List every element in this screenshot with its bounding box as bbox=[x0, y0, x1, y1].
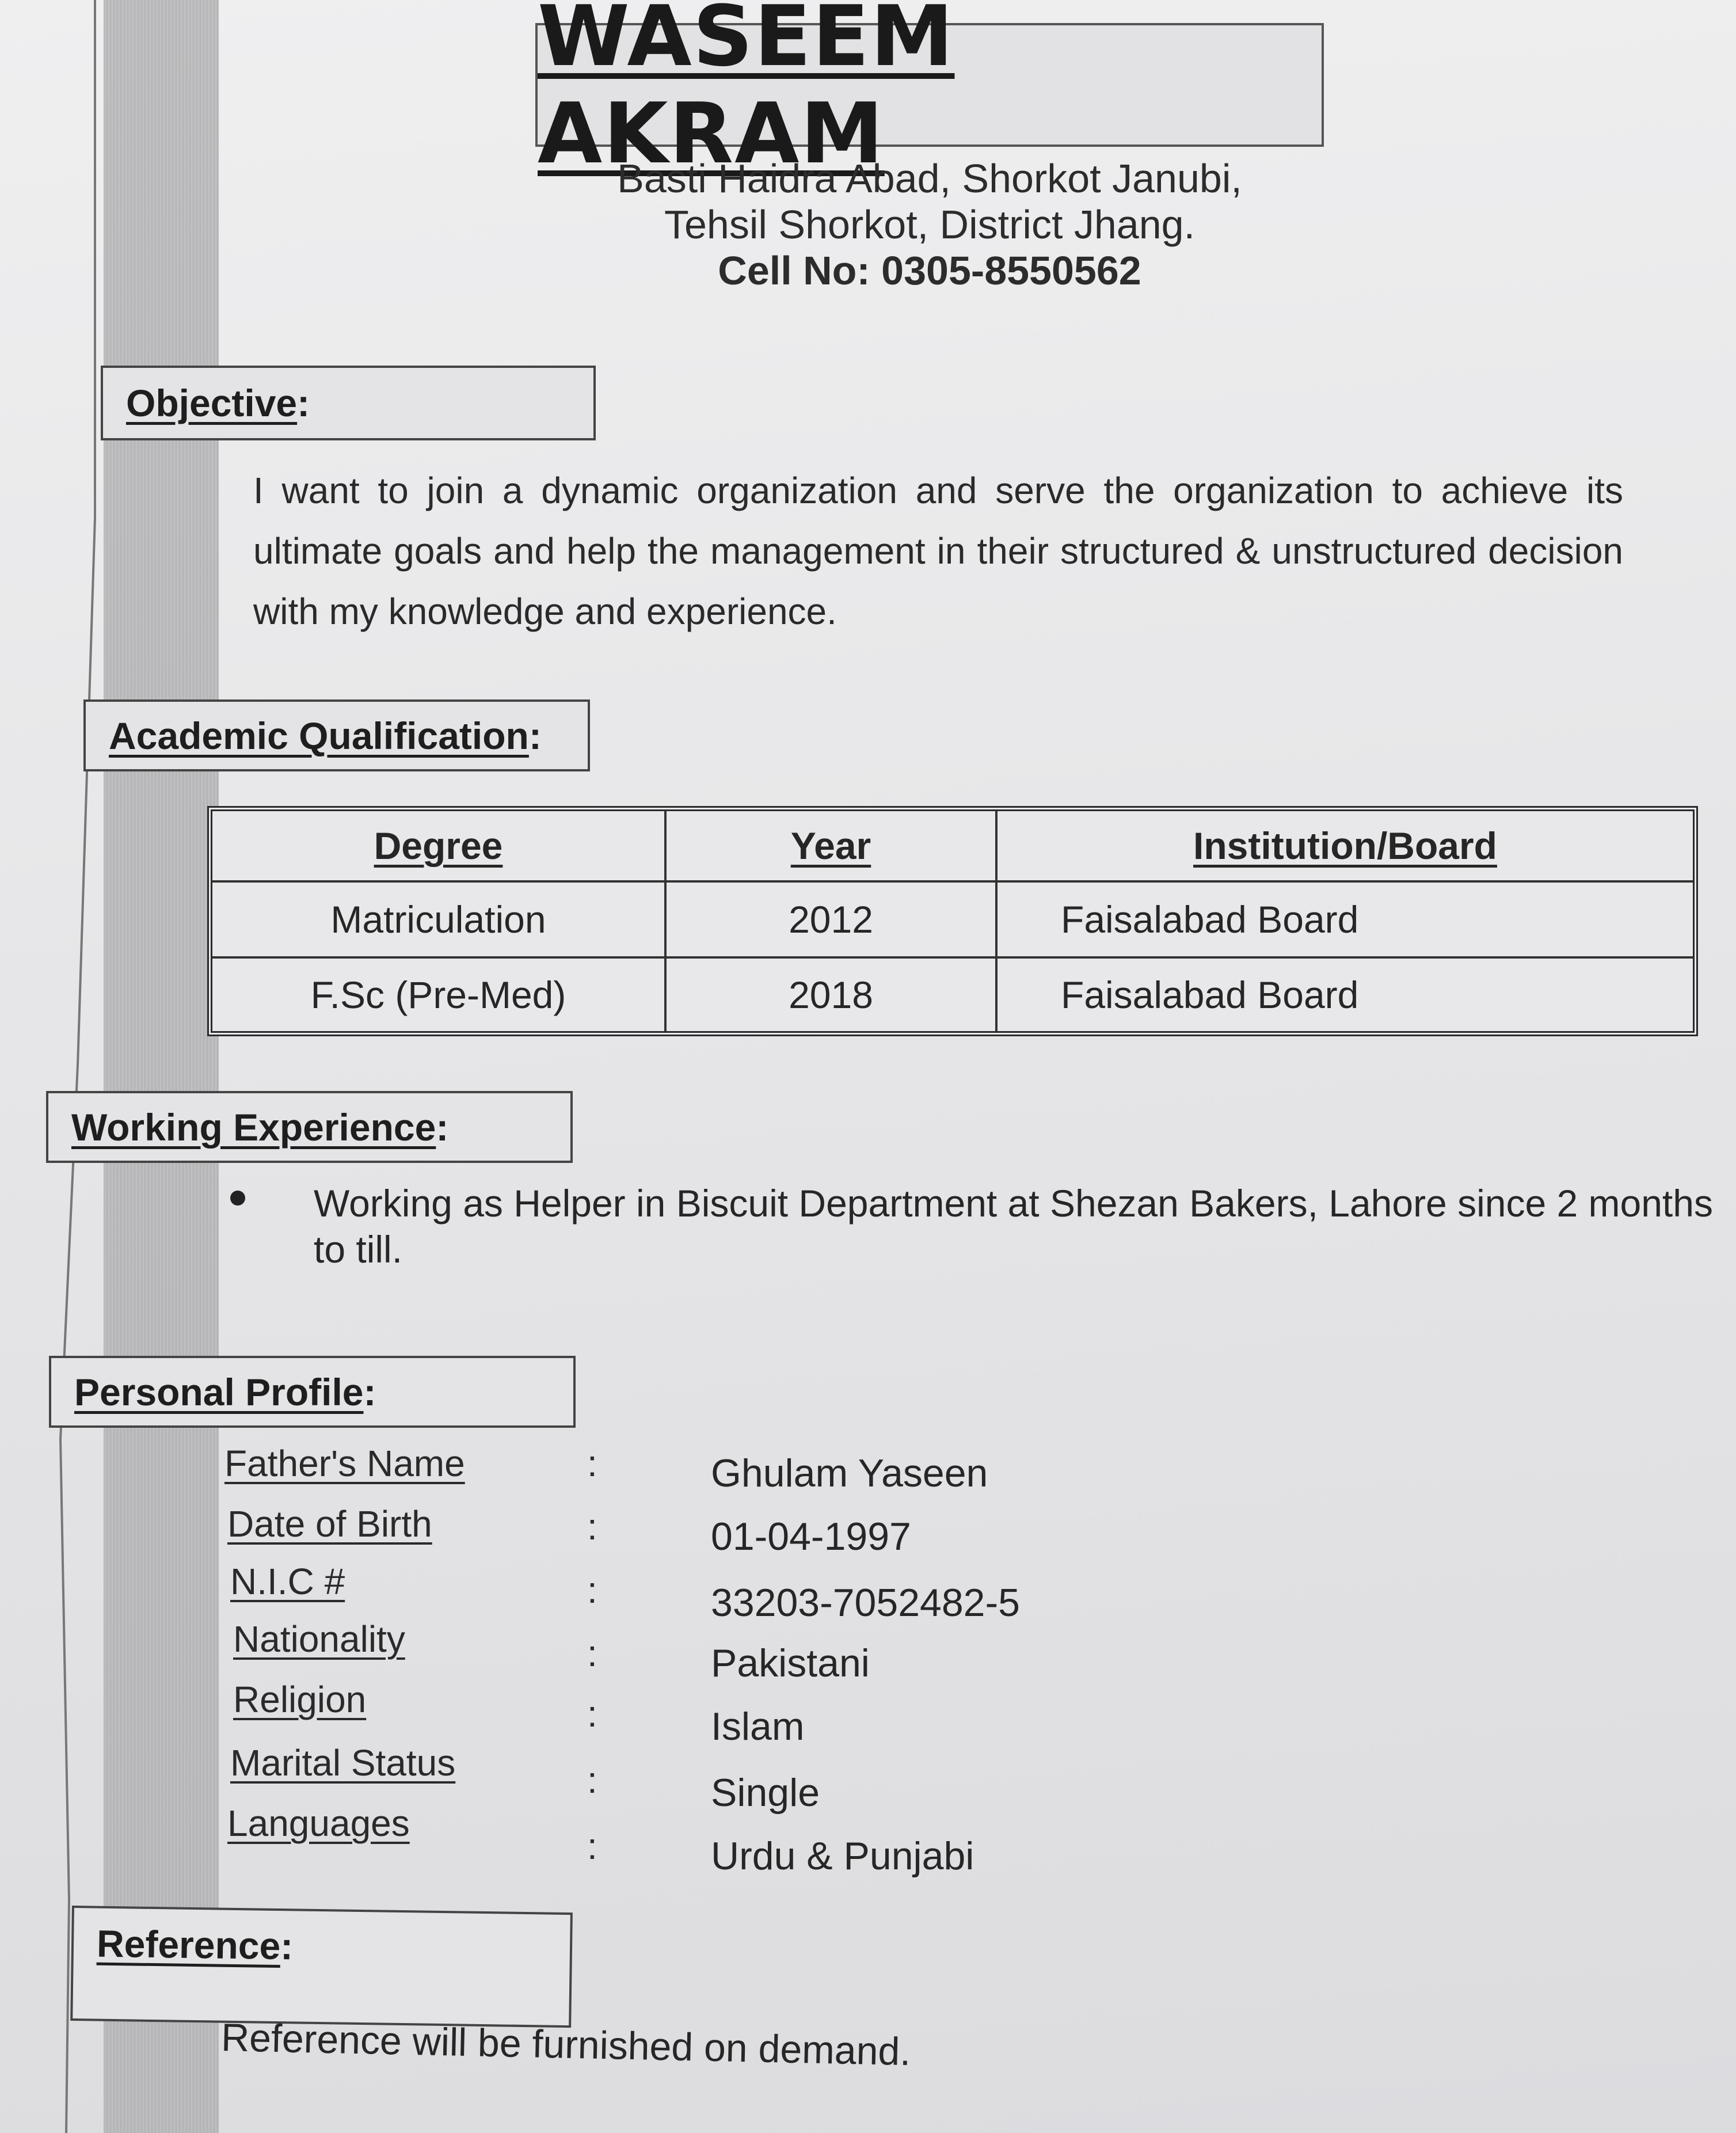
profile-colon: : bbox=[587, 1633, 597, 1674]
experience-heading-box bbox=[46, 1091, 573, 1163]
profile-value-religion: Islam bbox=[711, 1705, 805, 1748]
cell-degree: F.Sc (Pre-Med) bbox=[310, 974, 566, 1016]
reference-heading-box bbox=[70, 1906, 573, 2028]
decorative-side-band bbox=[104, 0, 219, 2133]
applicant-name: WASEEM AKRAM bbox=[538, 0, 955, 182]
reference-text: Reference will be furnished on demand. bbox=[220, 2015, 911, 2074]
table-header-row bbox=[212, 811, 1693, 880]
table-row bbox=[212, 883, 1693, 956]
profile-value-nic: 33203-7052482-5 bbox=[711, 1581, 1020, 1625]
cell-year: 2012 bbox=[664, 883, 995, 956]
column-header-degree: Degree bbox=[374, 824, 503, 867]
column-header-year: Year bbox=[664, 811, 995, 880]
profile-colon: : bbox=[587, 1506, 597, 1548]
profile-value-dob: 01-04-1997 bbox=[711, 1515, 911, 1558]
profile-label-father: Father's Name bbox=[224, 1443, 465, 1484]
profile-value-father: Ghulam Yaseen bbox=[711, 1451, 988, 1495]
profile-colon: : bbox=[587, 1826, 597, 1867]
profile-value-languages: Urdu & Punjabi bbox=[711, 1834, 974, 1878]
academic-table bbox=[207, 806, 1698, 1036]
profile-colon: : bbox=[587, 1759, 597, 1801]
profile-heading-box bbox=[49, 1356, 576, 1428]
cell-number: Cell No: 0305-8550562 bbox=[718, 248, 1141, 293]
profile-colon: : bbox=[587, 1569, 597, 1611]
profile-label-dob: Date of Birth bbox=[227, 1503, 432, 1545]
profile-value-nationality: Pakistani bbox=[711, 1641, 870, 1685]
cell-year: 2018 bbox=[664, 959, 995, 1031]
column-header-institution: Institution/Board bbox=[995, 811, 1693, 880]
profile-heading: Personal Profile: bbox=[74, 1370, 376, 1413]
cell-institution: Faisalabad Board bbox=[995, 959, 1693, 1031]
academic-heading: Academic Qualification: bbox=[109, 714, 542, 757]
objective-heading: Objective: bbox=[126, 382, 310, 424]
bullet-icon bbox=[230, 1191, 245, 1206]
profile-label-religion: Religion bbox=[233, 1679, 367, 1720]
academic-heading-box bbox=[83, 699, 590, 771]
experience-heading: Working Experience: bbox=[71, 1105, 449, 1149]
cell-degree: Matriculation bbox=[330, 898, 546, 941]
address-line-1: Basti Haidra Abad, Shorkot Janubi, bbox=[617, 156, 1242, 201]
profile-colon: : bbox=[587, 1693, 597, 1735]
table-row bbox=[212, 959, 1693, 1031]
profile-label-nationality: Nationality bbox=[233, 1618, 405, 1660]
profile-value-marital: Single bbox=[711, 1771, 820, 1815]
profile-label-languages: Languages bbox=[227, 1803, 410, 1844]
objective-heading-box bbox=[101, 366, 596, 440]
address-line-2: Tehsil Shorkot, District Jhang. bbox=[664, 202, 1196, 247]
cell-institution: Faisalabad Board bbox=[995, 883, 1693, 956]
profile-colon: : bbox=[587, 1443, 597, 1484]
experience-item-text: Working as Helper in Biscuit Department at Shezan Bakers, Lahore since 2 months to till. bbox=[314, 1182, 1713, 1271]
profile-label-nic: N.I.C # bbox=[230, 1561, 345, 1602]
objective-text: I want to join a dynamic organization and serve the organization to achieve its ultimate goals and help the management in their structured & unstructured decision with my knowledge and experience. bbox=[253, 470, 1623, 632]
reference-heading: Reference: bbox=[96, 1922, 294, 1968]
profile-label-marital: Marital Status bbox=[230, 1742, 456, 1784]
